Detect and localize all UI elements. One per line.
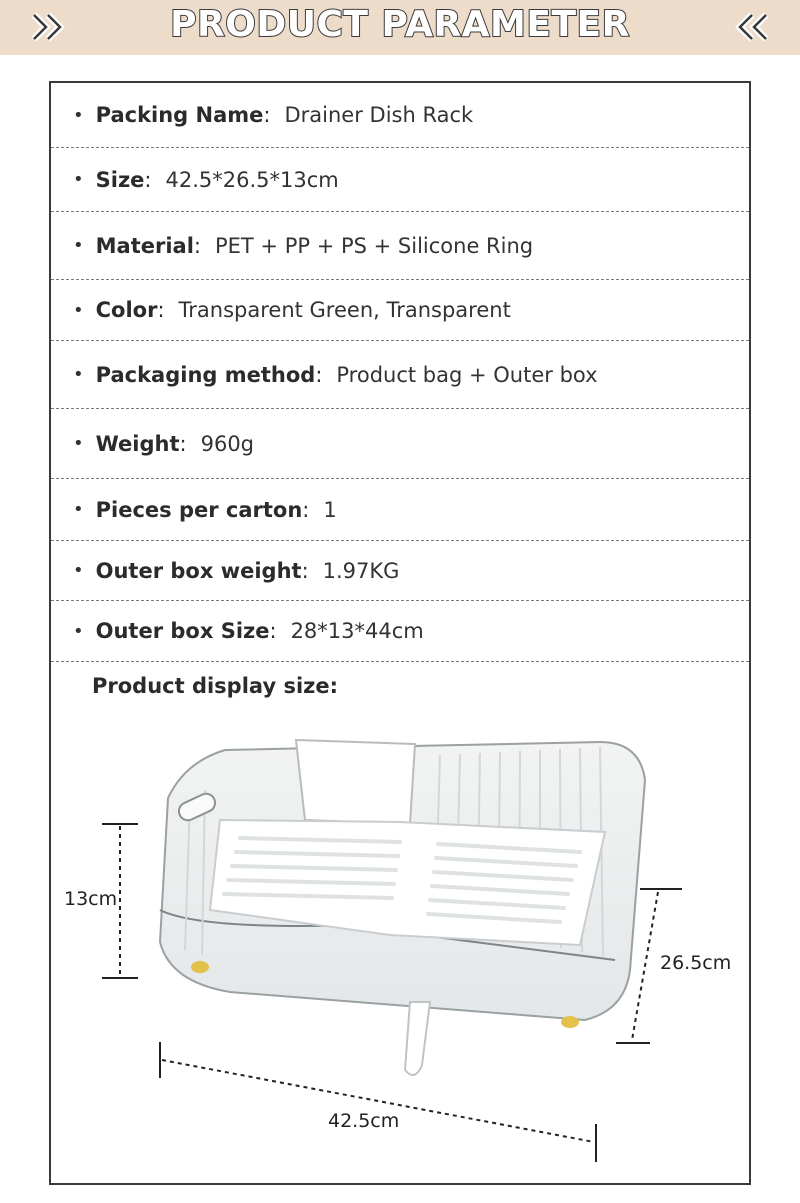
bullet-icon: • [73,235,84,256]
length-dimension-label: 42.5cm [328,1110,400,1132]
param-label: Size [95,167,145,192]
param-value: 1.97KG [322,558,400,583]
colon: : [301,558,309,583]
page-title: PRODUCT PARAMETER [170,4,630,45]
bullet-icon: • [73,299,84,321]
display-size-title: Product display size: [92,674,339,698]
param-label: Packing Name [95,103,264,127]
param-row-size [51,148,749,212]
colon: : [302,497,310,522]
param-label: Pieces per carton [95,497,303,522]
bullet-icon: • [73,169,84,190]
colon: : [157,298,165,322]
colon: : [179,431,187,456]
param-row-pieces-per-carton [51,479,749,541]
bullet-icon: • [73,364,84,385]
param-value: Product bag + Outer box [336,362,598,387]
header-banner [0,0,800,55]
param-value: Drainer Dish Rack [284,103,474,127]
param-label: Outer box Size [95,619,270,643]
bullet-icon: • [73,560,84,581]
depth-dimension-label: 26.5cm [660,952,732,974]
param-row-material [51,212,749,280]
param-label: Color [95,298,158,322]
param-value: 960g [200,431,255,456]
param-row-color [51,280,749,341]
param-row-packaging-method [51,341,749,409]
param-value: Transparent Green, Transparent [178,298,511,322]
colon: : [193,233,201,258]
bullet-icon: • [73,104,84,126]
param-label: Outer box weight [95,558,302,583]
double-chevron-left-icon [734,12,770,42]
param-value: 1 [323,497,337,522]
dish-rack-image [60,720,740,1180]
bullet-icon: • [73,620,84,642]
bullet-icon: • [73,499,84,520]
param-label: Packaging method [95,362,316,387]
bullet-icon: • [73,433,84,454]
param-row-packing-name [51,83,749,148]
param-row-weight [51,409,749,479]
param-label: Material [95,233,194,258]
colon: : [263,103,271,127]
param-value: PET + PP + PS + Silicone Ring [214,233,534,258]
param-value: 42.5*26.5*13cm [165,167,339,192]
param-row-outer-box-weight [51,541,749,601]
colon: : [269,619,277,643]
colon: : [315,362,323,387]
height-dimension-label: 13cm [64,888,118,910]
param-row-outer-box-size [51,601,749,662]
colon: : [144,167,152,192]
param-value: 28*13*44cm [290,619,424,643]
param-label: Weight [95,431,180,456]
